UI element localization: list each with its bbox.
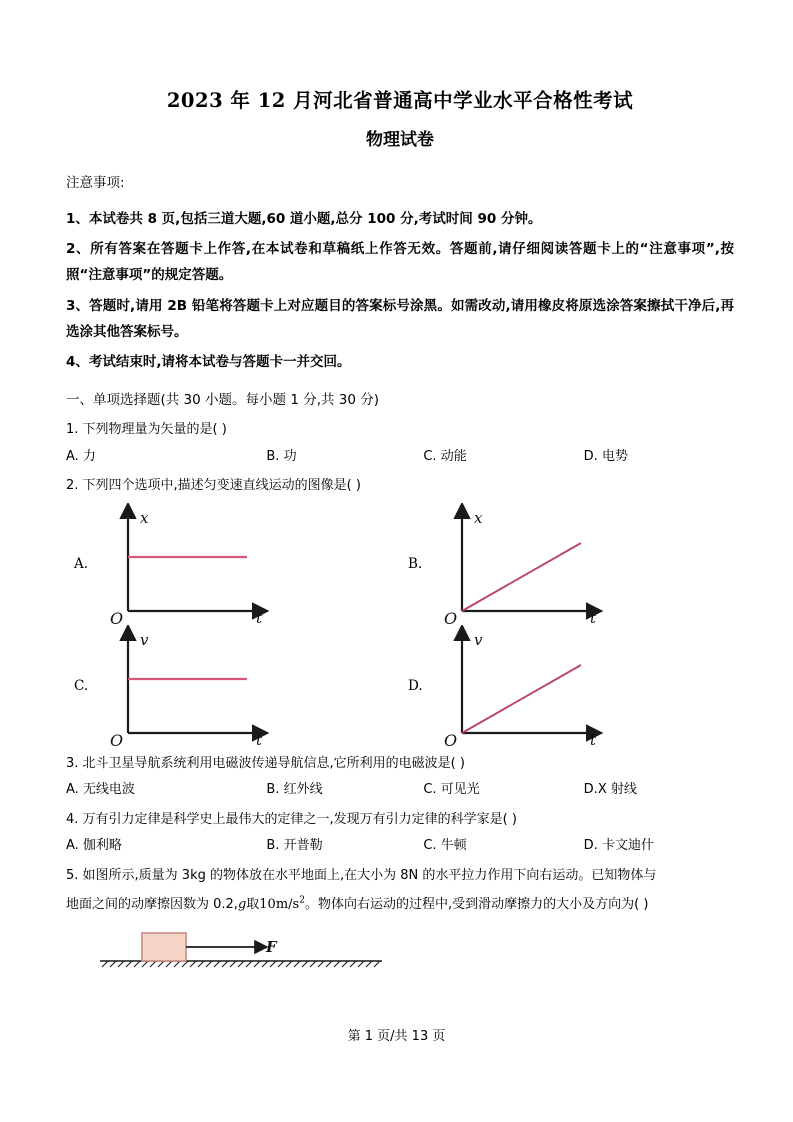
- block-shape: [142, 933, 186, 961]
- question-3-stem: 3. 北斗卫星导航系统利用电磁波传递导航信息,它所利用的电磁波是( ): [66, 755, 465, 771]
- page-subtitle: 物理试卷: [366, 130, 434, 151]
- question-2-option-d[interactable]: [400, 625, 734, 747]
- question-4-stem: 4. 万有引力定律是科学史上最伟大的定律之一,发现万有引力定律的科学家是( ): [66, 811, 517, 827]
- question-5-stem-line2-pre: 地面之间的动摩擦因数为 0.2,: [66, 896, 238, 912]
- question-2-graph-row-top: [66, 503, 734, 625]
- graph-c-x-axis-label: t: [256, 730, 263, 747]
- notice-item-1: 1、本试卷共 8 页,包括三道大题,60 道小题,总分 100 分,考试时间 90 分钟。: [66, 210, 542, 227]
- graph-a-origin-label: O: [110, 608, 124, 625]
- question-1-option-c[interactable]: C. 动能: [423, 448, 467, 464]
- question-3-option-c[interactable]: C. 可见光: [423, 781, 480, 797]
- question-2-stem: 2. 下列四个选项中,描述匀变速直线运动的图像是( ): [66, 478, 361, 494]
- question-5-symbol-g: g: [237, 896, 247, 912]
- question-1-options: [66, 445, 734, 470]
- question-3-option-b[interactable]: B. 红外线: [266, 781, 323, 797]
- graph-b-y-axis-label: x: [474, 508, 483, 527]
- graph-a-y-axis-label: x: [140, 508, 149, 527]
- notice-item-3: 3、答题时,请用 2B 铅笔将答题卡上对应题目的答案标号涂黑。如需改动,请用橡皮将原选涂答案擦拭干净后,再选涂其他答案标号。: [66, 297, 734, 340]
- graph-x-t-constant: [96, 503, 276, 625]
- graph-d-x-axis-label: t: [590, 730, 597, 747]
- question-2-option-b[interactable]: [400, 503, 734, 625]
- question-2-graph-row-bottom: [66, 625, 734, 747]
- question-2-option-b-label: B.: [408, 555, 423, 572]
- force-label: F: [266, 938, 277, 957]
- question-2-option-a-label: A.: [74, 555, 89, 572]
- notice-heading: 注意事项:: [66, 175, 125, 192]
- page-footer: 第 1 页/共 13 页: [347, 1029, 446, 1044]
- graph-d-y-axis-label: v: [474, 630, 483, 649]
- graph-b-x-axis-label: t: [590, 608, 597, 625]
- graph-v-t-linear: [430, 625, 610, 747]
- question-1-option-b[interactable]: B. 功: [266, 448, 297, 464]
- question-2-option-d-label: D.: [408, 677, 423, 694]
- question-2-option-a[interactable]: [66, 503, 400, 625]
- page-title: 2023 年 12 月河北省普通高中学业水平合格性考试: [166, 89, 634, 112]
- graph-v-t-constant: [96, 625, 276, 747]
- section-heading: 一、单项选择题(共 30 小题。每小题 1 分,共 30 分): [66, 391, 380, 408]
- page-content: [66, 88, 734, 975]
- question-5-stem-line1: 5. 如图所示,质量为 3kg 的物体放在水平地面上,在大小为 8N 的水平拉力作用下向右运动。已知物体与: [66, 867, 657, 883]
- question-4-option-a[interactable]: A. 伽利略: [66, 837, 122, 853]
- graph-c-y-axis-label: v: [140, 630, 149, 649]
- question-1-option-a[interactable]: A. 力: [66, 448, 96, 464]
- question-4-options: [66, 834, 734, 859]
- notice-item-2: 2、所有答案在答题卡上作答,在本试卷和草稿纸上作答无效。答题前,请仔细阅读答题卡上的“注意事项”,按照“注意事项”的规定答题。: [66, 241, 734, 284]
- question-2-option-c[interactable]: [66, 625, 400, 747]
- question-3-option-d[interactable]: D.X 射线: [583, 781, 637, 797]
- ground-hatching: [102, 961, 380, 967]
- question-2-graph-grid: [66, 503, 734, 747]
- question-5-stem-line2-post: 。物体向右运动的过程中,受到滑动摩擦力的大小及方向为( ): [305, 896, 649, 912]
- question-1-option-d[interactable]: D. 电势: [583, 448, 628, 464]
- question-4-option-d[interactable]: D. 卡文迪什: [583, 837, 654, 853]
- question-4-option-c[interactable]: C. 牛顿: [423, 837, 467, 853]
- question-2-option-c-label: C.: [74, 677, 89, 694]
- graph-a-x-axis-label: t: [256, 608, 263, 625]
- graph-d-origin-label: O: [444, 730, 458, 747]
- block-on-ground-diagram: [96, 923, 386, 971]
- question-5-stem-line2: [66, 892, 734, 917]
- notice-item-4: 4、考试结束时,请将本试卷与答题卡一并交回。: [66, 354, 351, 371]
- question-1-stem: 1. 下列物理量为矢量的是( ): [66, 422, 227, 438]
- question-4-option-b[interactable]: B. 开普勒: [266, 837, 323, 853]
- graph-x-t-linear: [430, 503, 610, 625]
- question-3-options: [66, 778, 734, 803]
- question-3-option-a[interactable]: A. 无线电波: [66, 781, 135, 797]
- question-5-gravity-exponent: 2: [299, 895, 305, 906]
- graph-c-origin-label: O: [110, 730, 124, 747]
- question-5-gravity-value: 取10m/s: [246, 896, 300, 912]
- question-5-figure: [96, 923, 734, 975]
- graph-b-origin-label: O: [444, 608, 458, 625]
